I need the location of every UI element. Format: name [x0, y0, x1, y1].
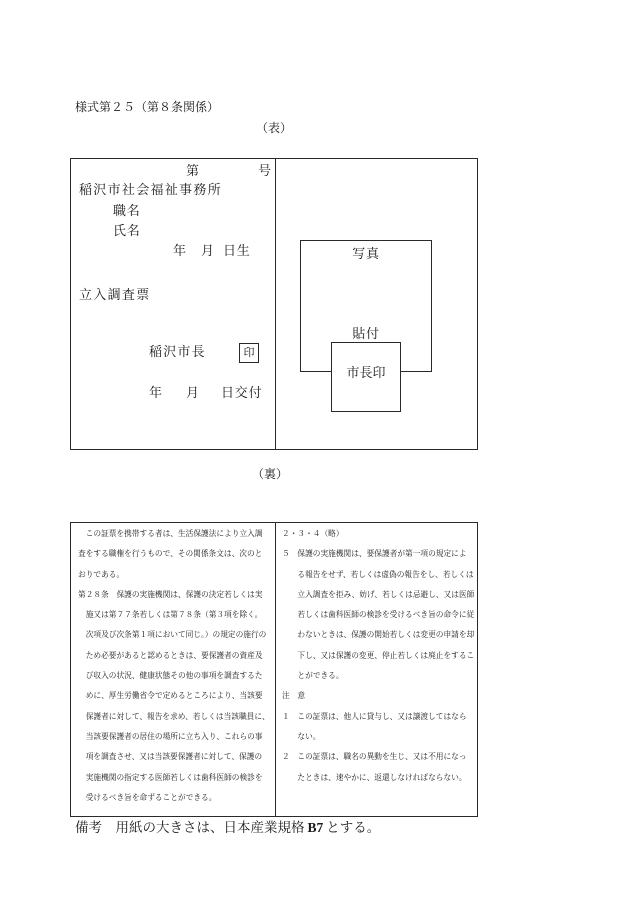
issuer-name: 稲沢市長	[149, 344, 206, 360]
notes-heading: 注 意	[282, 691, 306, 701]
paper-size: B7	[307, 820, 324, 835]
card-number-prefix: 第	[186, 163, 200, 179]
text-line: ２ この証票は、職名の異動を生じ、又は不用になっ	[282, 752, 467, 762]
text-line: 実施機関の指定する医師若しくは歯科医師の検診を	[85, 772, 263, 782]
birth-year-label: 年	[173, 243, 187, 259]
mayor-seal-label: 市長印	[346, 366, 386, 381]
office-name: 稲沢市社会福祉事務所	[79, 182, 223, 198]
back-side-label: （裏）	[251, 467, 288, 481]
form-number-heading: 様式第２５（第８条関係）	[75, 100, 220, 114]
text-line: ない。	[297, 731, 321, 741]
text-line: 下し、又は保護の変更、停止若しくは廃止をするこ	[297, 650, 475, 660]
front-side-label: （表）	[255, 121, 292, 135]
text-line: １ この証票は、他人に貸与し、又は譲渡してはなら	[282, 711, 467, 721]
text-line: わないときは、保護の開始若しくは変更の申請を却	[297, 630, 475, 640]
issuer-seal-box	[239, 343, 259, 363]
issue-year-label: 年	[149, 385, 163, 401]
footnote	[75, 821, 380, 835]
birth-day-label: 日生	[223, 243, 251, 259]
issuer-seal-label: 印	[243, 346, 255, 359]
text-line: この証票を携帯する者は、生活保護法により立入調	[85, 529, 263, 538]
text-line: 若しくは歯科医師の検診を受けるべき旨の命令に従	[297, 610, 475, 620]
position-label: 職名	[113, 203, 141, 219]
back-card	[70, 522, 478, 817]
text-line: 項を調査させ、又は当該要保護者に対して、保護の	[85, 752, 263, 762]
card-title: 立入調査票	[79, 287, 151, 303]
card-number-suffix: 号	[258, 163, 272, 179]
text-line: 次項及び次条第１項において同じ。）の規定の施行の	[85, 630, 267, 640]
text-line: めに、厚生労働省令で定めるところにより、当該要	[85, 691, 263, 701]
text-line: 第２８条 保護の実施機関は、保護の決定若しくは実	[78, 589, 263, 599]
footnote-suffix: とする。	[326, 820, 381, 836]
back-left-column	[71, 523, 275, 816]
issue-day-label: 日交付	[221, 385, 263, 401]
text-line: とができる。	[297, 671, 344, 681]
text-line: ため必要があると認めるときは、要保護者の資産及	[85, 650, 263, 660]
text-line: 立入調査を拒み、妨げ、若しくは忌避し、又は医師	[297, 589, 475, 599]
text-line: 査をする職権を行うもので、その関係条文は、次のと	[78, 549, 263, 559]
name-label: 氏名	[113, 223, 141, 239]
text-line: たときは、速やかに、返還しなければならない。	[297, 772, 467, 782]
text-line: び収入の状況、健康状態その他の事項を調査するた	[85, 671, 263, 681]
text-line: ５ 保護の実施機関は、要保護者が第一項の規定によ	[282, 549, 467, 559]
birth-month-label: 月	[201, 243, 215, 259]
front-card	[70, 158, 478, 450]
card-divider	[275, 159, 276, 449]
text-line: 施又は第７７条若しくは第７８条（第３項を除く。	[85, 610, 263, 620]
photo-instruction: 貼付	[352, 326, 380, 342]
footnote-text: 用紙の大きさは、日本産業規格	[115, 820, 305, 836]
text-line: 保護者に対して、報告を求め、若しくは当該職員に、	[85, 711, 270, 721]
back-right-column	[276, 523, 478, 816]
text-line: る報告をせず、若しくは虚偽の報告をし、若しくは	[297, 569, 474, 579]
text-line: 受けるべき旨を命ずることができる。	[85, 792, 217, 802]
mayor-seal-box	[331, 342, 401, 412]
text-line: ２・３・４（略）	[282, 529, 344, 538]
photo-label: 写真	[352, 246, 380, 262]
text-line: 当該要保護者の居住の場所に立ち入り、これらの事	[85, 731, 263, 741]
issue-month-label: 月	[186, 385, 200, 401]
footnote-label: 備考	[75, 820, 102, 836]
text-line: おりである。	[78, 569, 125, 579]
